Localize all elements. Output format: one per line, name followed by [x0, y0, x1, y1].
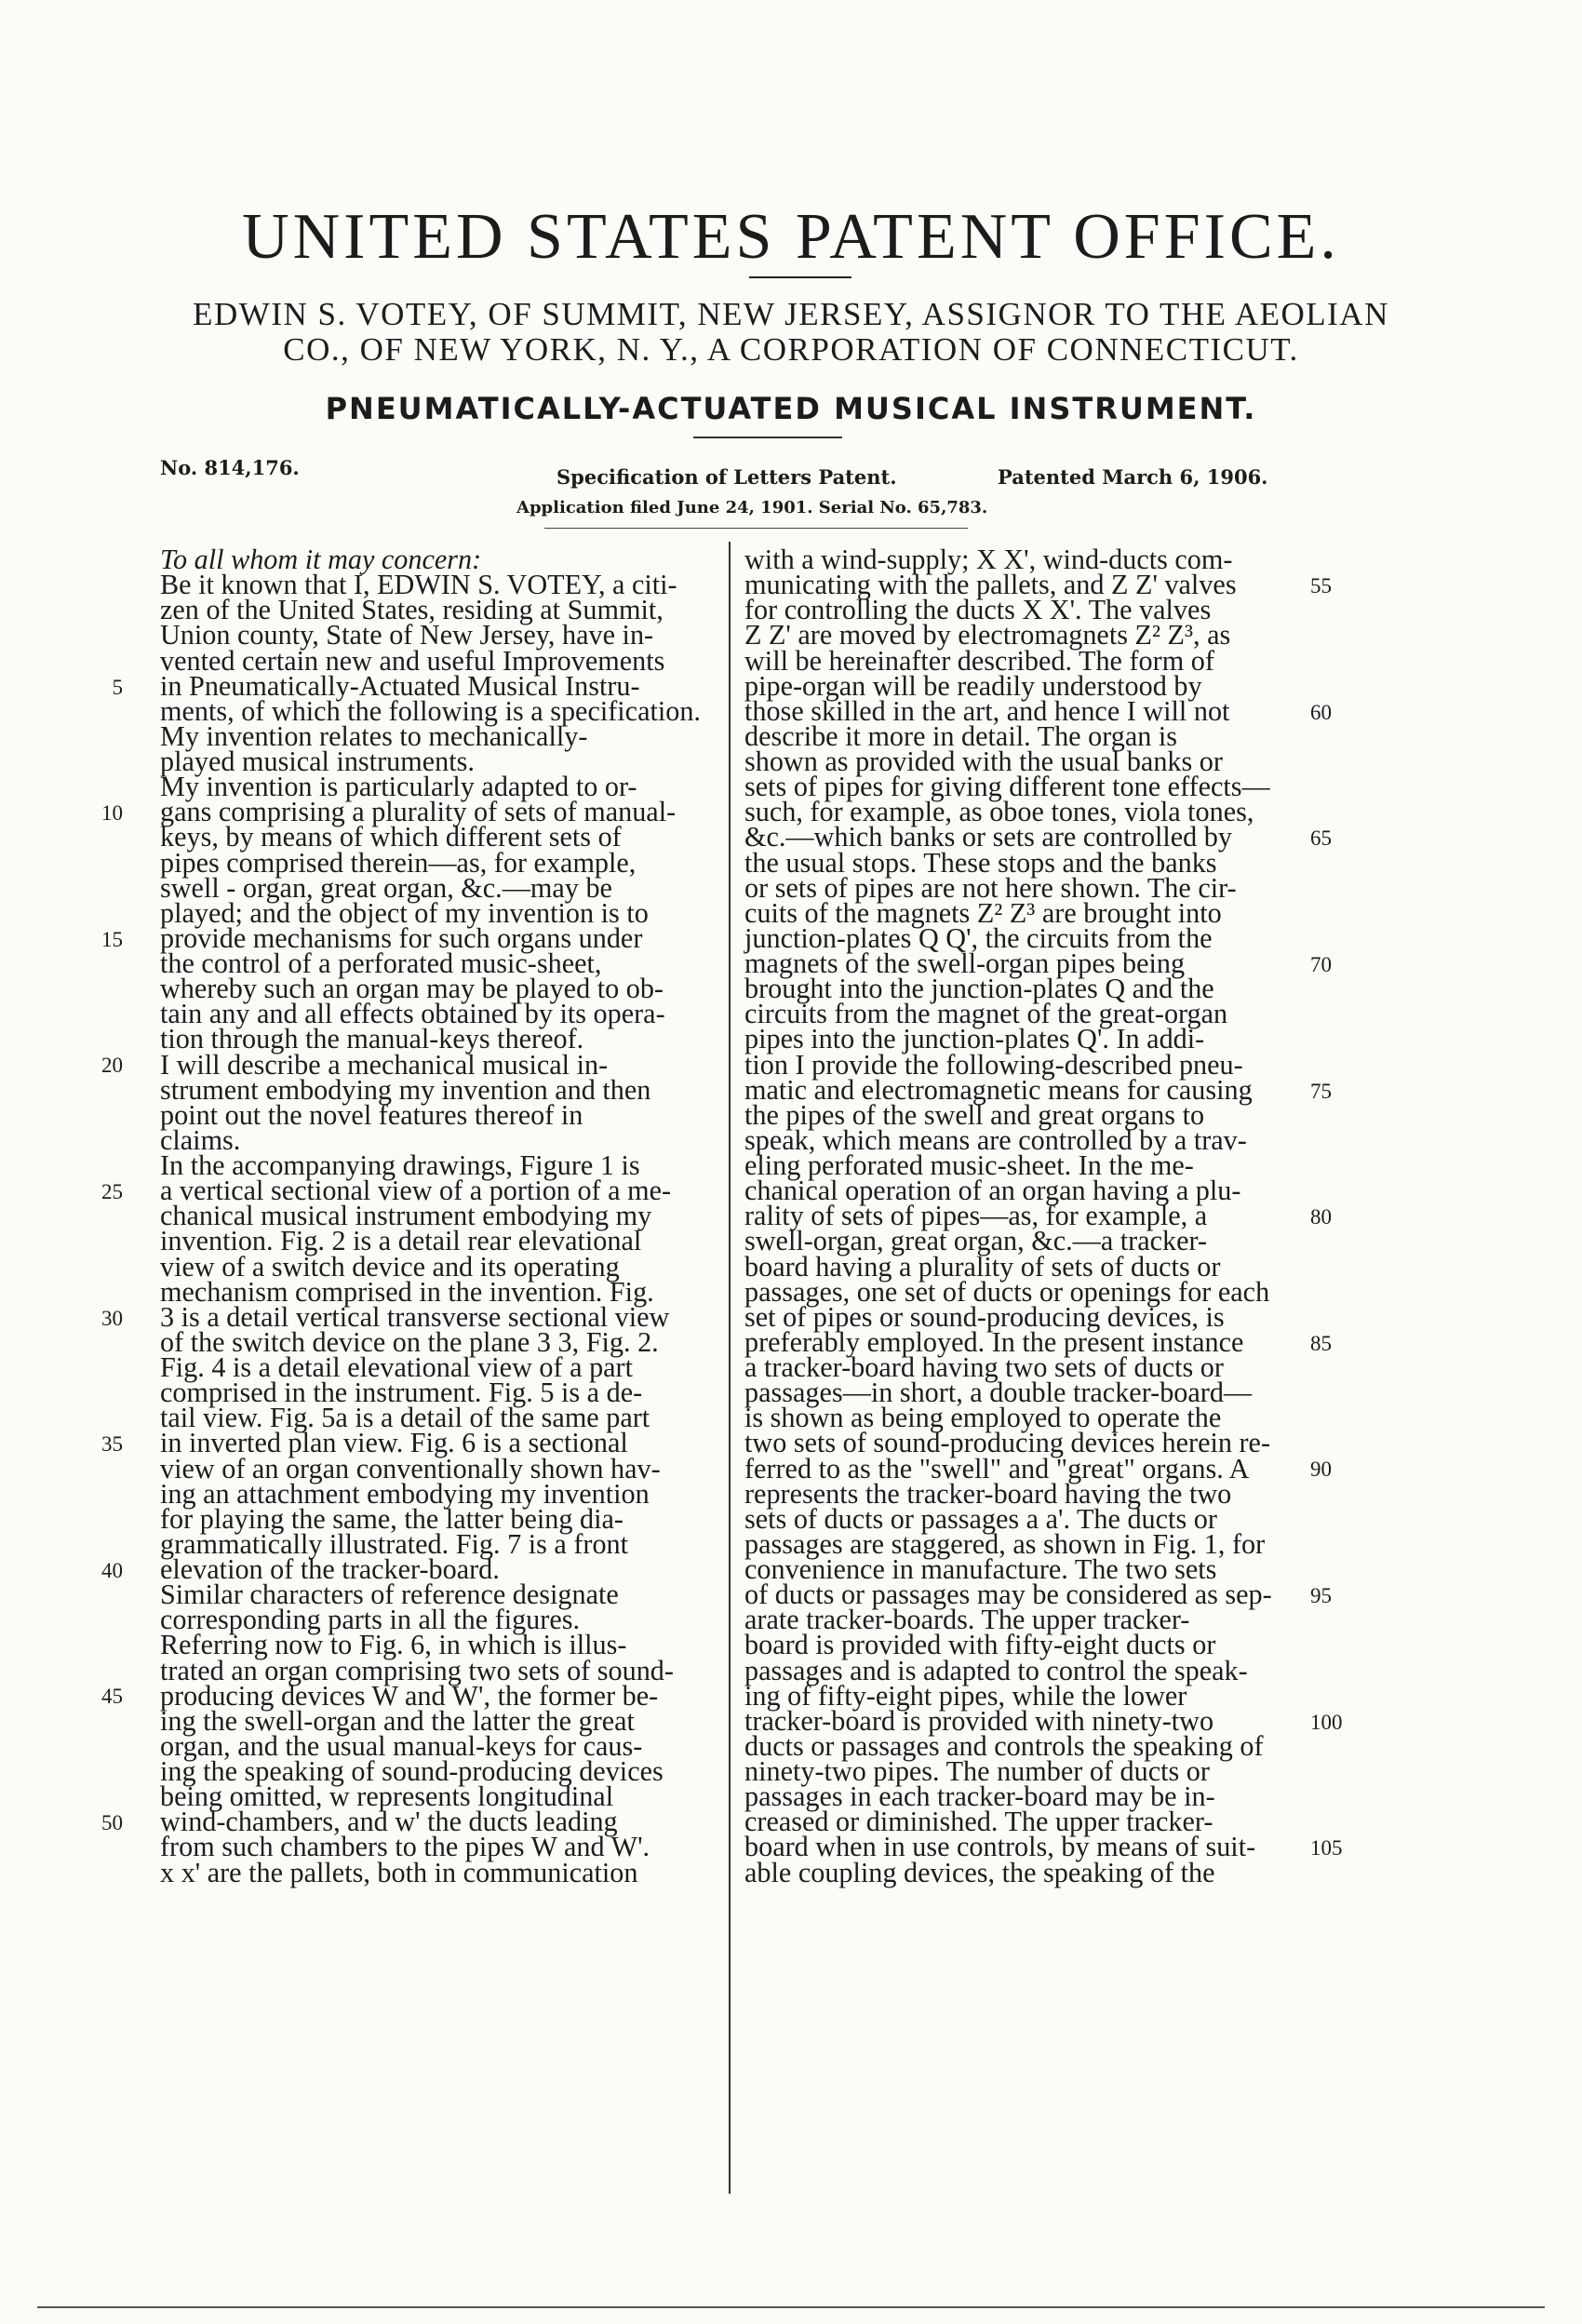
body-line: brought into the junction-plates Q and the: [744, 973, 1214, 1005]
body-line: gans comprising a plurality of sets of manual-: [160, 796, 677, 828]
body-line: passages and is adapted to control the speak-: [744, 1654, 1248, 1686]
body-line: Union county, State of New Jersey, have in-: [160, 619, 654, 652]
body-line: junction-plates Q Q', the circuits from the: [744, 921, 1213, 954]
body-line: elevation of the tracker-board.: [160, 1553, 500, 1585]
body-line: sets of pipes for giving different tone effects—: [744, 771, 1270, 803]
body-line: ing of fifty-eight pipes, while the lower: [744, 1679, 1187, 1712]
body-line: Be it known that I, EDWIN S. VOTEY, a citi-: [160, 569, 677, 601]
body-line: tail view. Fig. 5a is a detail of the same part: [160, 1402, 650, 1434]
body-line: rality of sets of pipes—as, for example, a: [744, 1200, 1208, 1232]
body-line: wind-chambers, and w' the ducts leading: [160, 1806, 618, 1838]
body-line: pipe-organ will be readily understood by: [744, 669, 1202, 702]
body-line: the pipes of the swell and great organs to: [744, 1098, 1205, 1131]
body-line: swell - organ, great organ, &c.—may be: [160, 871, 612, 904]
line-number: 30: [101, 1306, 123, 1330]
body-line: My invention is particularly adapted to or-: [160, 771, 637, 803]
application-line: Application filed June 24, 1901. Serial No. 65,783.: [516, 498, 988, 517]
body-line: matic and electromagnetic means for causing: [744, 1073, 1253, 1106]
body-line: zen of the United States, residing at Summit,: [160, 594, 664, 626]
body-line: pipes comprised therein—as, for example,: [160, 846, 637, 879]
body-line: point out the novel features thereof in: [160, 1098, 583, 1131]
body-line: My invention relates to mechanically-: [160, 719, 588, 752]
body-line: able coupling devices, the speaking of the: [744, 1856, 1215, 1888]
body-line: passages—in short, a double tracker-board—: [744, 1377, 1253, 1409]
body-line: producing devices W and W', the former be-: [160, 1679, 659, 1712]
body-line: will be hereinafter described. The form of: [744, 644, 1214, 677]
line-number: 50: [101, 1811, 123, 1834]
line-number: 70: [1310, 952, 1332, 976]
body-line: x x' are the pallets, both in communication: [160, 1856, 638, 1888]
body-line: for playing the same, the latter being dia-: [160, 1502, 623, 1535]
right-column: [744, 544, 1305, 1888]
body-line: provide mechanisms for such organs under: [160, 921, 643, 954]
body-line: or sets of pipes are not here shown. The cir-: [744, 871, 1237, 904]
body-line: cuits of the magnets Z² Z³ are brought into: [744, 896, 1222, 929]
body-line: organ, and the usual manual-keys for caus-: [160, 1729, 643, 1762]
body-line: magnets of the swell-organ pipes being: [744, 947, 1186, 979]
body-line: arate tracker-boards. The upper tracker-: [744, 1604, 1190, 1636]
body-line: I will describe a mechanical musical in-: [160, 1048, 609, 1081]
left-column: [160, 544, 717, 1888]
body-line: for controlling the ducts X X'. The valves: [744, 594, 1212, 626]
body-line: such, for example, as oboe tones, viola tones,: [744, 796, 1254, 828]
body-line: ing an attachment embodying my invention: [160, 1477, 650, 1510]
body-line: played musical instruments.: [160, 746, 475, 777]
line-number: 5: [112, 675, 123, 699]
body-line: creased or diminished. The upper tracker-: [744, 1806, 1213, 1838]
body-line: comprised in the instrument. Fig. 5 is a de-: [160, 1377, 643, 1409]
body-line: two sets of sound-producing devices herein re-: [744, 1427, 1271, 1459]
salutation: To all whom it may concern:: [160, 544, 482, 575]
footer-rule: [37, 2306, 1545, 2308]
body-line: municating with the pallets, and Z Z' valves: [744, 569, 1237, 601]
meta-rule: [544, 528, 968, 529]
body-line: board when in use controls, by means of suit-: [744, 1831, 1256, 1863]
body-line: Fig. 4 is a detail elevational view of a part: [160, 1351, 633, 1383]
body-line: of ducts or passages may be considered as sep-: [744, 1578, 1272, 1611]
specification-label: Specification of Letters Patent.: [556, 465, 897, 489]
body-line: grammatically illustrated. Fig. 7 is a front: [160, 1527, 629, 1560]
body-line: vented certain new and useful Improvements: [160, 644, 665, 677]
body-line: keys, by means of which different sets of: [160, 821, 622, 853]
body-line: passages, one set of ducts or openings for each: [744, 1275, 1270, 1308]
body-line: describe it more in detail. The organ is: [744, 719, 1177, 752]
title-rule: [749, 276, 851, 278]
body-line: ducts or passages and controls the speaking of: [744, 1729, 1264, 1762]
line-number: 15: [101, 927, 123, 951]
line-number: 35: [101, 1432, 123, 1457]
body-line: Referring now to Fig. 6, in which is illus-: [160, 1629, 627, 1661]
line-number: 85: [1310, 1331, 1332, 1355]
body-line: chanical musical instrument embodying my: [160, 1200, 652, 1232]
line-number: 100: [1310, 1710, 1343, 1734]
line-number: 10: [101, 801, 123, 826]
body-line: strument embodying my invention and then: [160, 1073, 651, 1106]
body-line: corresponding parts in all the figures.: [160, 1604, 581, 1636]
column-divider: [729, 542, 731, 2194]
body-line: being omitted, w represents longitudinal: [160, 1780, 614, 1813]
body-line: in Pneumatically-Actuated Musical Instru-: [160, 669, 640, 702]
body-line: swell-organ, great organ, &c.—a tracker-: [744, 1225, 1208, 1257]
body-line: convenience in manufacture. The two sets: [744, 1553, 1217, 1585]
body-line: speak, which means are controlled by a trav-: [744, 1123, 1247, 1156]
body-line: pipes into the junction-plates Q'. In addi-: [744, 1023, 1205, 1055]
body-line: preferably employed. In the present instance: [744, 1325, 1244, 1358]
line-number: 65: [1310, 826, 1332, 851]
body-line: Similar characters of reference designate: [160, 1578, 619, 1611]
body-line: tain any and all effects obtained by its opera-: [160, 998, 665, 1030]
body-line: view of an organ conventionally shown hav-: [160, 1452, 661, 1484]
body-line: board having a plurality of sets of ducts or: [744, 1250, 1221, 1283]
body-line: tion through the manual-keys thereof.: [160, 1023, 584, 1055]
body-line: ninety-two pipes. The number of ducts or: [744, 1755, 1210, 1787]
body-line: ing the speaking of sound-producing devices: [160, 1755, 664, 1787]
body-line: chanical operation of an organ having a plu-: [744, 1175, 1241, 1207]
body-line: &c.—which banks or sets are controlled by: [744, 821, 1232, 853]
heading-rule: [693, 437, 842, 438]
body-line: board is provided with fifty-eight ducts or: [744, 1629, 1216, 1661]
body-line: a vertical sectional view of a portion of a me-: [160, 1175, 672, 1207]
body-line: ments, of which the following is a specification.: [160, 694, 701, 727]
line-number: 45: [101, 1685, 123, 1709]
body-line: tion I provide the following-described pneu-: [744, 1048, 1243, 1081]
body-line: tracker-board is provided with ninety-two: [744, 1704, 1214, 1737]
line-number: 40: [101, 1558, 123, 1582]
body-line: represents the tracker-board having the two: [744, 1477, 1232, 1510]
body-line: from such chambers to the pipes W and W'.: [160, 1831, 650, 1863]
line-number: 95: [1310, 1583, 1332, 1607]
line-number: 20: [101, 1054, 123, 1078]
line-number: 75: [1310, 1079, 1332, 1103]
body-line: whereby such an organ may be played to ob-: [160, 973, 664, 1005]
line-number: 25: [101, 1180, 123, 1203]
body-line: shown as provided with the usual banks or: [744, 746, 1223, 777]
line-number: 105: [1310, 1836, 1343, 1861]
body-line: claims.: [160, 1123, 241, 1156]
body-line: ferred to as the "swell" and "great" organs. A: [744, 1452, 1250, 1484]
body-line: the usual stops. These stops and the banks: [744, 846, 1217, 879]
body-line: of the switch device on the plane 3 3, Fig. 2.: [160, 1325, 659, 1358]
assignment-line-2: CO., OF NEW YORK, N. Y., A CORPORATION OF CONNECTICUT.: [283, 331, 1299, 368]
body-line: view of a switch device and its operating: [160, 1250, 620, 1283]
body-line: those skilled in the art, and hence I will not: [744, 694, 1230, 727]
body-line: with a wind-supply; X X', wind-ducts com-: [744, 544, 1233, 575]
body-line: set of pipes or sound-producing devices, is: [744, 1300, 1225, 1333]
patented-date: Patented March 6, 1906.: [998, 465, 1268, 489]
body-line: invention. Fig. 2 is a detail rear elevational: [160, 1225, 642, 1257]
body-line: eling perforated music-sheet. In the me-: [744, 1149, 1194, 1181]
body-line: passages are staggered, as shown in Fig. 1, for: [744, 1527, 1266, 1560]
body-line: sets of ducts or passages a a'. The ducts or: [744, 1502, 1217, 1535]
assignment-line-1: EDWIN S. VOTEY, OF SUMMIT, NEW JERSEY, ASSIGNOR TO THE AEOLIAN: [193, 296, 1389, 332]
line-number: 80: [1310, 1205, 1332, 1229]
body-line: Z Z' are moved by electromagnets Z² Z³, as: [744, 619, 1231, 652]
body-line: is shown as being employed to operate the: [744, 1402, 1222, 1434]
line-number: 55: [1310, 574, 1332, 598]
body-line: mechanism comprised in the invention. Fig.: [160, 1275, 654, 1308]
body-line: in inverted plan view. Fig. 6 is a sectional: [160, 1427, 628, 1459]
body-line: 3 is a detail vertical transverse sectional view: [160, 1300, 670, 1333]
line-number: 60: [1310, 700, 1332, 724]
body-line: passages in each tracker-board may be in-: [744, 1780, 1215, 1813]
office-title: UNITED STATES PATENT OFFICE.: [242, 201, 1340, 273]
body-line: the control of a perforated music-sheet,: [160, 947, 602, 979]
body-line: played; and the object of my invention is to: [160, 896, 649, 929]
body-line: In the accompanying drawings, Figure 1 is: [160, 1149, 640, 1181]
body-line: ing the swell-organ and the latter the great: [160, 1704, 635, 1737]
body-line: a tracker-board having two sets of ducts or: [744, 1351, 1224, 1383]
line-number: 90: [1310, 1458, 1332, 1482]
invention-title: PNEUMATICALLY-ACTUATED MUSICAL INSTRUMENT.: [325, 391, 1257, 426]
body-line: circuits from the magnet of the great-organ: [744, 998, 1228, 1030]
body-line: trated an organ comprising two sets of sound-: [160, 1654, 674, 1686]
patent-number: No. 814,176.: [160, 456, 300, 479]
